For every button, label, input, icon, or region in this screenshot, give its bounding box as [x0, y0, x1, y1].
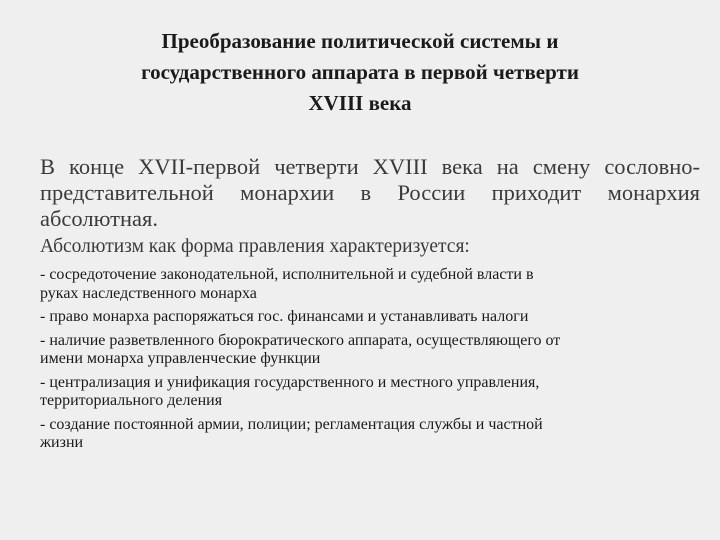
lead-line: абсолютная. — [40, 206, 158, 231]
lead-line: представительной монархии в России приходит монархия — [40, 180, 700, 205]
list-item-line: территориального деления — [40, 392, 223, 409]
subheading: Абсолютизм как форма правления характеризуется: — [40, 236, 470, 257]
list-item-line: имени монарха управленческие функции — [40, 350, 321, 367]
list-item — [40, 332, 705, 369]
lead-paragraph — [40, 154, 700, 232]
title-line: государственного аппарата в первой четверти — [141, 60, 579, 84]
list-item — [40, 374, 705, 411]
feature-list — [40, 266, 705, 458]
title-line: Преобразование политической системы и — [161, 29, 559, 53]
title-line: XVIII века — [308, 91, 412, 115]
slide-title — [80, 26, 640, 119]
list-item-line: - создание постоянной армии, полиции; регламентация службы и частной — [40, 415, 543, 433]
list-item-line: - сосредоточение законодательной, исполнительной и судебной власти в — [40, 266, 534, 283]
list-item — [40, 308, 705, 327]
list-item-line: - право монарха распоряжаться гос. финансами и устанавливать налоги — [40, 308, 529, 325]
list-item — [40, 266, 705, 303]
list-item-line: - наличие разветвленного бюрократического аппарата, осуществляющего от — [40, 331, 561, 349]
list-item-line: руках наследственного монарха — [40, 284, 257, 302]
lead-line: В конце XVII-первой четверти XVIII века на смену сословно- — [40, 154, 700, 179]
list-item — [40, 416, 705, 453]
list-item-line: жизни — [40, 434, 84, 451]
list-item-line: - централизация и унификация государственного и местного управления, — [40, 373, 540, 391]
